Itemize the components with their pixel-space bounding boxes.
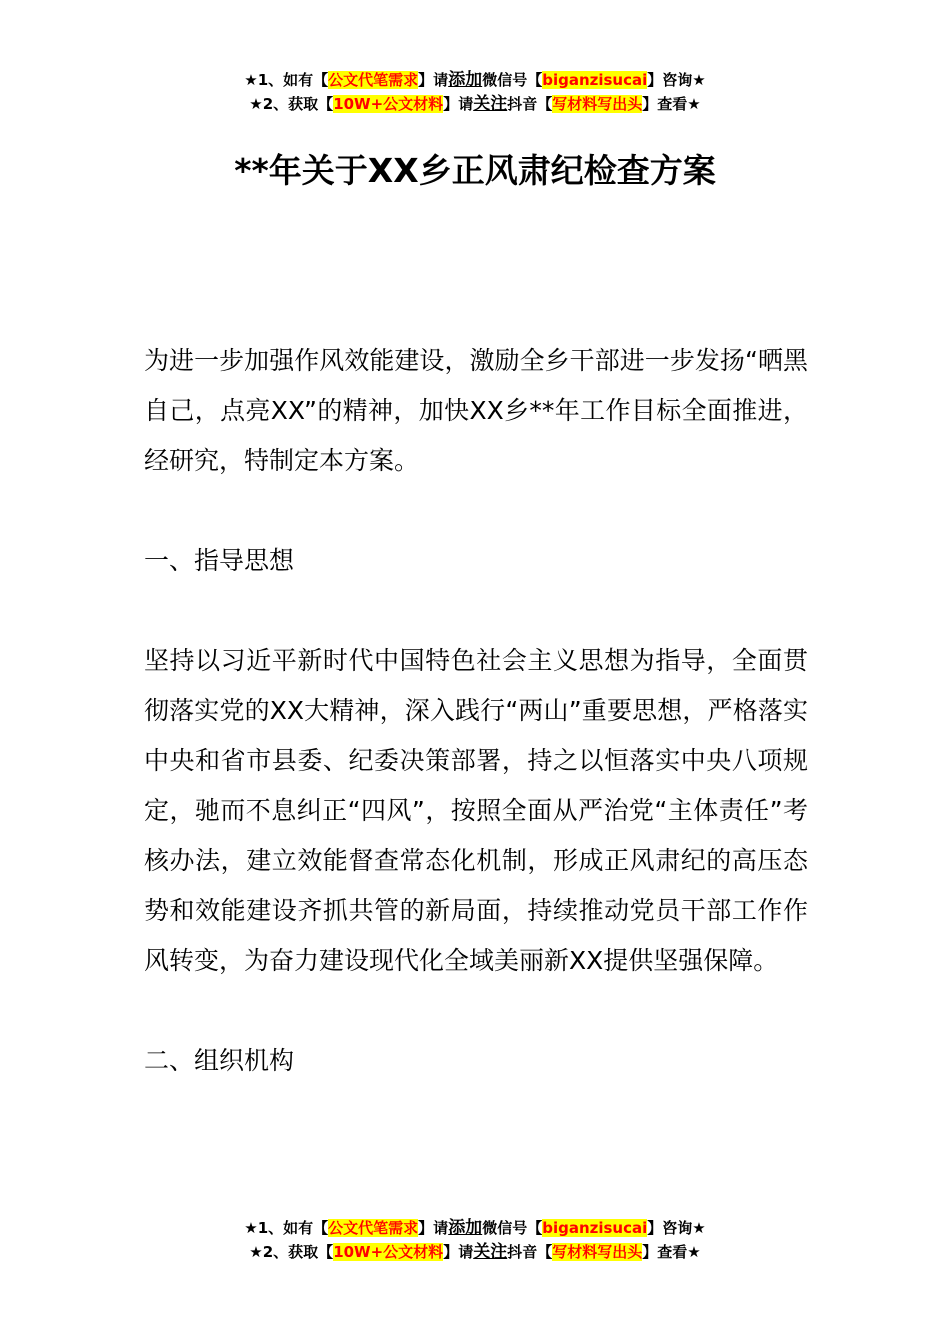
banner-text: ★1、如有【 [244,1219,329,1237]
header-banner [0,68,950,116]
section-heading: 二、组织机构 [144,1046,295,1075]
banner-highlight: 公文代笔需求 [328,71,419,89]
banner-underline: 关注 [473,1242,508,1262]
document-body [144,336,808,1136]
banner-underline: 关注 [473,94,508,114]
document-title: **年关于XX乡正风肃纪检查方案 [234,151,716,190]
banner-line-2 [0,92,950,116]
banner-highlight: 10W+公文材料 [333,1243,444,1261]
banner-line-2 [0,1240,950,1264]
banner-text: 】请 [443,1243,474,1261]
banner-underline: 添加 [448,1218,483,1238]
banner-text: 】咨询★ [647,71,706,89]
banner-text: 】请 [418,1219,449,1237]
banner-line-1 [0,1216,950,1240]
banner-text: 】请 [418,71,449,89]
banner-highlight: biganzisucai [542,1219,648,1237]
intro-paragraph: 为进一步加强作风效能建设，激励全乡干部进一步发扬“晒黑自己，点亮XX”的精神，加快XX乡**年工作目标全面推进，经研究，特制定本方案。 [144,346,808,475]
banner-text: 】请 [443,95,474,113]
banner-line-1 [0,68,950,92]
banner-highlight: 公文代笔需求 [328,1219,419,1237]
section-paragraph: 坚持以习近平新时代中国特色社会主义思想为指导，全面贯彻落实党的XX大精神，深入践行“两山”重要思想，严格落实中央和省市县委、纪委决策部署，持之以恒落实中央八项规定，驰而不息纠正“四风”，按照全面从严治党“主体责任”考核办法，建立效能督查常态化机制，形成正风肃纪的高压态势和效能建设齐抓共管的新局面，持续推动党员干部工作作风转变，为奋力建设现代化全域美丽新XX提供坚强保障。 [144,646,808,975]
banner-text: ★2、获取【 [249,95,334,113]
banner-text: ★2、获取【 [249,1243,334,1261]
banner-highlight: 写材料写出头 [552,1243,643,1261]
section-heading: 一、指导思想 [144,546,295,575]
banner-text: 微信号【 [482,1219,543,1237]
banner-highlight: 写材料写出头 [552,95,643,113]
banner-underline: 添加 [448,70,483,90]
banner-text: 微信号【 [482,71,543,89]
banner-text: 】查看★ [642,95,701,113]
banner-text: 抖音【 [507,1243,553,1261]
banner-text: 】咨询★ [647,1219,706,1237]
banner-text: 】查看★ [642,1243,701,1261]
footer-banner [0,1216,950,1264]
banner-text: 抖音【 [507,95,553,113]
banner-highlight: 10W+公文材料 [333,95,444,113]
banner-highlight: biganzisucai [542,71,648,89]
banner-text: ★1、如有【 [244,71,329,89]
